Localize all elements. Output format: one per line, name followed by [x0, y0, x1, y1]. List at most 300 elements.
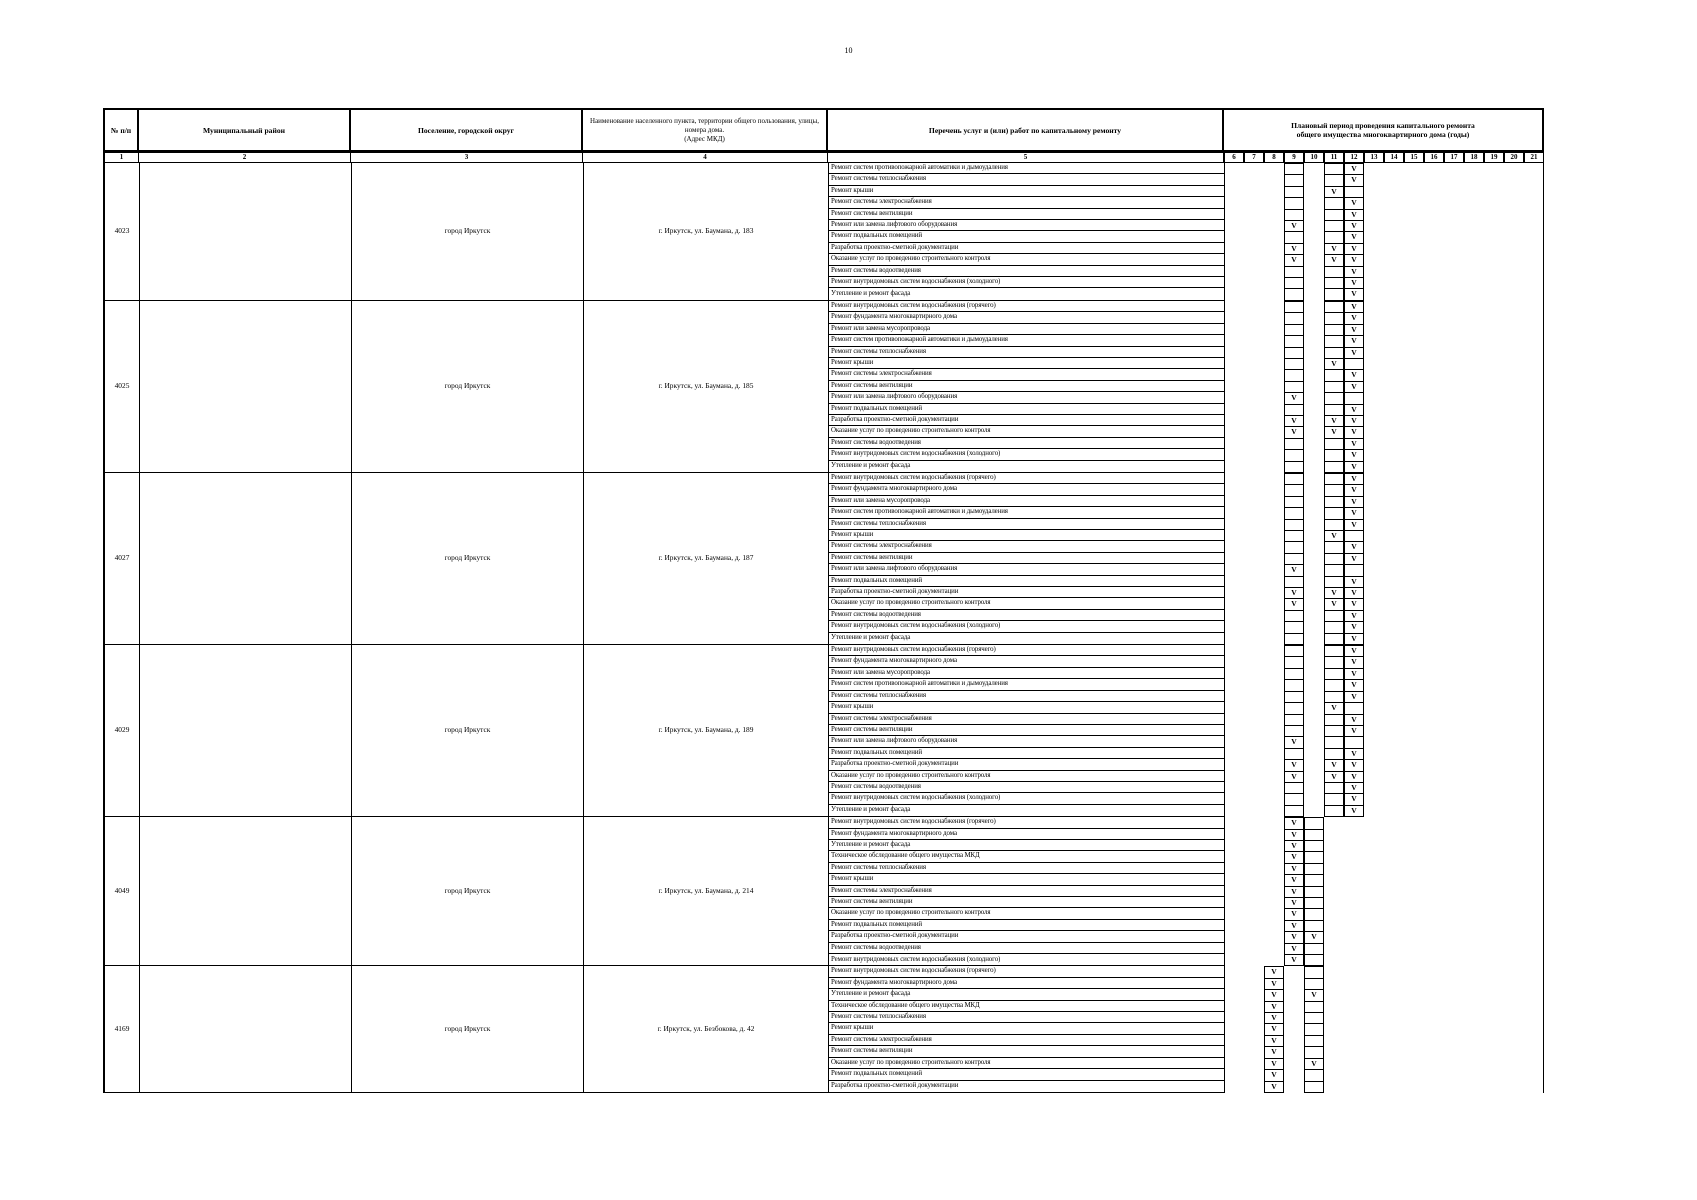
- year-cell-21: [1524, 598, 1544, 609]
- check-mark-12: V: [1344, 209, 1364, 220]
- check-mark-12: V: [1344, 301, 1364, 312]
- year-cell-20: [1504, 496, 1524, 507]
- year-cell-7: [1244, 231, 1264, 242]
- year-cell-8: [1264, 335, 1284, 346]
- year-cell-20: [1504, 1069, 1524, 1080]
- year-cell-18: [1464, 668, 1484, 679]
- year-cell-15: [1404, 347, 1424, 358]
- year-cell-17: [1444, 438, 1464, 449]
- year-cell-15: [1404, 587, 1424, 598]
- year-cell-7: [1244, 645, 1264, 656]
- check-mark-9: V: [1284, 587, 1304, 598]
- year-cell-11: [1324, 679, 1344, 690]
- year-cell-19: [1484, 576, 1504, 587]
- year-cell-18: [1464, 369, 1484, 380]
- year-cell-15: [1404, 679, 1424, 690]
- year-cell-8: [1264, 254, 1284, 265]
- year-cell-16: [1424, 1046, 1444, 1057]
- year-cell-17: [1444, 817, 1464, 828]
- year-cell-18: [1464, 759, 1484, 770]
- year-cell-15: [1404, 908, 1424, 919]
- year-cell-18: [1464, 530, 1484, 541]
- year-cell-8: [1264, 426, 1284, 437]
- year-cell-16: [1424, 335, 1444, 346]
- year-cell-7: [1244, 496, 1264, 507]
- year-cell-16: [1424, 1023, 1444, 1034]
- year-cell-21: [1524, 793, 1544, 804]
- year-cell-17: [1444, 288, 1464, 300]
- year-cell-14: [1384, 197, 1404, 208]
- year-cell-13: [1364, 759, 1384, 770]
- year-cell-7: [1244, 679, 1264, 690]
- year-column-16: 16: [1424, 152, 1444, 163]
- year-cell-18: [1464, 461, 1484, 473]
- year-cell-7: [1244, 1046, 1264, 1057]
- year-cell-7: [1244, 771, 1264, 782]
- year-cell-12: [1344, 840, 1364, 851]
- year-cell-19: [1484, 507, 1504, 518]
- year-cell-10: [1304, 347, 1324, 358]
- year-cell-15: [1404, 736, 1424, 747]
- year-cell-16: [1424, 220, 1444, 231]
- year-cell-15: [1404, 886, 1424, 897]
- year-cell-15: [1404, 954, 1424, 966]
- year-cell-20: [1504, 186, 1524, 197]
- check-mark-12: V: [1344, 576, 1364, 587]
- year-cell-15: [1404, 553, 1424, 564]
- work-item: Ремонт подвальных помещений: [828, 576, 1224, 587]
- year-cell-17: [1444, 793, 1464, 804]
- year-cell-9: [1284, 966, 1304, 977]
- year-cell-21: [1524, 473, 1544, 484]
- year-cell-18: [1464, 449, 1484, 460]
- year-cell-19: [1484, 564, 1504, 575]
- year-cell-18: [1464, 691, 1484, 702]
- year-cell-10: [1304, 610, 1324, 621]
- work-item: Ремонт системы теплоснабжения: [828, 1012, 1224, 1023]
- year-cell-19: [1484, 1081, 1504, 1093]
- check-mark-11: V: [1324, 186, 1344, 197]
- year-cell-11: [1324, 863, 1344, 874]
- check-mark-9: V: [1284, 817, 1304, 828]
- year-cell-9: [1284, 404, 1304, 415]
- year-cell-18: [1464, 473, 1484, 484]
- year-cell-19: [1484, 920, 1504, 931]
- year-cell-15: [1404, 702, 1424, 713]
- year-cell-20: [1504, 851, 1524, 862]
- year-cell-19: [1484, 725, 1504, 736]
- work-item: Ремонт крыши: [828, 1023, 1224, 1034]
- year-cell-20: [1504, 197, 1524, 208]
- year-cell-17: [1444, 633, 1464, 645]
- year-cell-16: [1424, 736, 1444, 747]
- year-cell-17: [1444, 736, 1464, 747]
- year-cell-7: [1244, 507, 1264, 518]
- year-cell-9: [1284, 645, 1304, 656]
- year-cell-19: [1484, 254, 1504, 265]
- year-cell-17: [1444, 415, 1464, 426]
- year-cell-6: [1224, 174, 1244, 185]
- year-cell-12: [1344, 943, 1364, 954]
- year-cell-8: [1264, 621, 1284, 632]
- year-cell-18: [1464, 519, 1484, 530]
- year-cell-20: [1504, 1001, 1524, 1012]
- year-cell-12: [1344, 851, 1364, 862]
- year-cell-21: [1524, 231, 1544, 242]
- year-cell-17: [1444, 886, 1464, 897]
- year-cell-6: [1224, 312, 1244, 323]
- year-cell-11: [1324, 220, 1344, 231]
- work-item: Ремонт фундамента многоквартирного дома: [828, 978, 1224, 989]
- year-cell-20: [1504, 725, 1524, 736]
- year-cell-17: [1444, 978, 1464, 989]
- house-district: [139, 163, 351, 301]
- year-cell-14: [1384, 553, 1404, 564]
- year-cell-7: [1244, 288, 1264, 300]
- year-column-15: 15: [1404, 152, 1424, 163]
- year-cell-14: [1384, 759, 1404, 770]
- year-cell-21: [1524, 1023, 1544, 1034]
- year-cell-19: [1484, 840, 1504, 851]
- year-cell-7: [1244, 1012, 1264, 1023]
- year-cell-6: [1224, 943, 1244, 954]
- year-cell-19: [1484, 874, 1504, 885]
- check-mark-8: V: [1264, 989, 1284, 1000]
- house-settlement: город Иркутск: [351, 817, 583, 966]
- year-cell-19: [1484, 496, 1504, 507]
- colnum-3: 3: [351, 152, 583, 163]
- year-cell-20: [1504, 805, 1524, 817]
- year-cell-9: [1284, 633, 1304, 645]
- year-cell-20: [1504, 473, 1524, 484]
- year-cell-14: [1384, 748, 1404, 759]
- year-cell-14: [1384, 564, 1404, 575]
- year-cell-17: [1444, 771, 1464, 782]
- year-cell-14: [1384, 782, 1404, 793]
- year-cell-19: [1484, 886, 1504, 897]
- year-cell-13: [1364, 519, 1384, 530]
- year-cell-16: [1424, 1069, 1444, 1080]
- year-cell-6: [1224, 656, 1244, 667]
- year-cell-10: [1304, 829, 1324, 840]
- year-cell-14: [1384, 1001, 1404, 1012]
- year-cell-9: [1284, 714, 1304, 725]
- year-cell-11: [1324, 748, 1344, 759]
- year-cell-10: [1304, 645, 1324, 656]
- year-cell-21: [1524, 220, 1544, 231]
- year-cell-16: [1424, 656, 1444, 667]
- year-cell-14: [1384, 266, 1404, 277]
- year-cell-11: [1324, 335, 1344, 346]
- year-cell-20: [1504, 782, 1524, 793]
- year-cell-6: [1224, 1069, 1244, 1080]
- year-cell-21: [1524, 725, 1544, 736]
- year-cell-14: [1384, 829, 1404, 840]
- year-cell-11: [1324, 209, 1344, 220]
- year-cell-10: [1304, 954, 1324, 966]
- year-cell-16: [1424, 530, 1444, 541]
- year-cell-11: [1324, 553, 1344, 564]
- check-mark-12: V: [1344, 369, 1364, 380]
- year-cell-18: [1464, 874, 1484, 885]
- year-cell-6: [1224, 163, 1244, 174]
- year-cell-11: [1324, 621, 1344, 632]
- year-cell-20: [1504, 243, 1524, 254]
- year-cell-19: [1484, 220, 1504, 231]
- year-cell-17: [1444, 1035, 1464, 1046]
- year-cell-17: [1444, 197, 1464, 208]
- work-item: Ремонт крыши: [828, 702, 1224, 713]
- year-cell-15: [1404, 243, 1424, 254]
- year-cell-14: [1384, 381, 1404, 392]
- year-cell-19: [1484, 519, 1504, 530]
- year-cell-10: [1304, 174, 1324, 185]
- year-cell-18: [1464, 840, 1484, 851]
- year-cell-18: [1464, 496, 1484, 507]
- year-cell-17: [1444, 851, 1464, 862]
- work-item: Разработка проектно-сметной документации: [828, 243, 1224, 254]
- year-cell-8: [1264, 404, 1284, 415]
- work-item: Разработка проектно-сметной документации: [828, 931, 1224, 942]
- year-cell-13: [1364, 301, 1384, 312]
- year-cell-9: [1284, 1069, 1304, 1080]
- house-address: г. Иркутск, ул. Баумана, д. 185: [583, 301, 828, 473]
- check-mark-12: V: [1344, 438, 1364, 449]
- year-cell-8: [1264, 598, 1284, 609]
- year-cell-13: [1364, 1001, 1384, 1012]
- year-cell-14: [1384, 163, 1404, 174]
- year-cell-20: [1504, 886, 1524, 897]
- year-cell-14: [1384, 587, 1404, 598]
- year-cell-18: [1464, 587, 1484, 598]
- year-cell-12: [1344, 1035, 1364, 1046]
- year-cell-21: [1524, 851, 1544, 862]
- year-cell-14: [1384, 1058, 1404, 1069]
- year-cell-10: [1304, 771, 1324, 782]
- year-cell-19: [1484, 759, 1504, 770]
- year-cell-15: [1404, 782, 1424, 793]
- year-cell-7: [1244, 759, 1264, 770]
- year-cell-18: [1464, 163, 1484, 174]
- year-cell-16: [1424, 288, 1444, 300]
- year-cell-8: [1264, 748, 1284, 759]
- year-cell-17: [1444, 335, 1464, 346]
- year-cell-15: [1404, 656, 1424, 667]
- year-cell-16: [1424, 507, 1444, 518]
- year-cell-10: [1304, 736, 1324, 747]
- year-cell-15: [1404, 805, 1424, 817]
- year-cell-8: [1264, 782, 1284, 793]
- year-cell-10: [1304, 759, 1324, 770]
- year-cell-16: [1424, 541, 1444, 552]
- year-cell-6: [1224, 771, 1244, 782]
- year-cell-7: [1244, 392, 1264, 403]
- year-cell-19: [1484, 1069, 1504, 1080]
- year-cell-6: [1224, 541, 1244, 552]
- check-mark-9: V: [1284, 851, 1304, 862]
- year-cell-21: [1524, 404, 1544, 415]
- year-cell-10: [1304, 553, 1324, 564]
- year-cell-10: [1304, 725, 1324, 736]
- year-cell-17: [1444, 541, 1464, 552]
- year-cell-21: [1524, 805, 1544, 817]
- year-cell-7: [1244, 541, 1264, 552]
- check-mark-12: V: [1344, 771, 1364, 782]
- year-cell-15: [1404, 163, 1424, 174]
- year-cell-20: [1504, 404, 1524, 415]
- year-cell-9: [1284, 668, 1304, 679]
- year-cell-10: [1304, 978, 1324, 989]
- year-cell-6: [1224, 358, 1244, 369]
- year-cell-21: [1524, 978, 1544, 989]
- year-cell-21: [1524, 301, 1544, 312]
- year-cell-18: [1464, 312, 1484, 323]
- year-cell-14: [1384, 610, 1404, 621]
- year-cell-12: [1344, 1081, 1364, 1093]
- year-column-13: 13: [1364, 152, 1384, 163]
- year-cell-20: [1504, 1046, 1524, 1057]
- year-cell-18: [1464, 277, 1484, 288]
- check-mark-12: V: [1344, 725, 1364, 736]
- year-cell-8: [1264, 381, 1284, 392]
- year-cell-6: [1224, 496, 1244, 507]
- year-cell-17: [1444, 897, 1464, 908]
- year-cell-21: [1524, 874, 1544, 885]
- year-cell-18: [1464, 576, 1484, 587]
- year-cell-19: [1484, 943, 1504, 954]
- check-mark-12: V: [1344, 277, 1364, 288]
- year-cell-21: [1524, 197, 1544, 208]
- year-cell-18: [1464, 725, 1484, 736]
- year-cell-16: [1424, 576, 1444, 587]
- year-cell-18: [1464, 381, 1484, 392]
- year-cell-7: [1244, 358, 1264, 369]
- check-mark-12: V: [1344, 759, 1364, 770]
- year-cell-14: [1384, 324, 1404, 335]
- year-cell-6: [1224, 897, 1244, 908]
- year-cell-8: [1264, 645, 1284, 656]
- year-cell-6: [1224, 564, 1244, 575]
- year-cell-8: [1264, 312, 1284, 323]
- year-cell-21: [1524, 449, 1544, 460]
- year-cell-6: [1224, 288, 1244, 300]
- year-cell-11: [1324, 691, 1344, 702]
- year-cell-10: [1304, 702, 1324, 713]
- year-cell-7: [1244, 782, 1264, 793]
- year-cell-12: [1344, 530, 1364, 541]
- year-cell-18: [1464, 714, 1484, 725]
- check-mark-8: V: [1264, 1058, 1284, 1069]
- work-item: Ремонт системы теплоснабжения: [828, 691, 1224, 702]
- year-cell-13: [1364, 908, 1384, 919]
- year-cell-8: [1264, 874, 1284, 885]
- year-cell-16: [1424, 931, 1444, 942]
- year-cell-13: [1364, 793, 1384, 804]
- year-cell-7: [1244, 404, 1264, 415]
- year-cell-17: [1444, 243, 1464, 254]
- year-cell-18: [1464, 1012, 1484, 1023]
- year-cell-11: [1324, 438, 1344, 449]
- year-cell-19: [1484, 1012, 1504, 1023]
- work-item: Ремонт внутридомовых систем водоснабжения (холодного): [828, 621, 1224, 632]
- year-cell-16: [1424, 186, 1444, 197]
- work-item: Ремонт или замена лифтового оборудования: [828, 564, 1224, 575]
- year-cell-11: [1324, 1035, 1344, 1046]
- year-cell-14: [1384, 541, 1404, 552]
- year-cell-13: [1364, 358, 1384, 369]
- year-cell-16: [1424, 1001, 1444, 1012]
- year-cell-15: [1404, 231, 1424, 242]
- year-cell-17: [1444, 186, 1464, 197]
- year-cell-6: [1224, 782, 1244, 793]
- year-cell-21: [1524, 186, 1544, 197]
- year-cell-9: [1284, 805, 1304, 817]
- year-cell-20: [1504, 358, 1524, 369]
- year-cell-12: [1344, 989, 1364, 1000]
- year-cell-7: [1244, 908, 1264, 919]
- year-cell-8: [1264, 507, 1284, 518]
- year-column-8: 8: [1264, 152, 1284, 163]
- check-mark-11: V: [1324, 759, 1344, 770]
- year-cell-6: [1224, 668, 1244, 679]
- house-settlement: город Иркутск: [351, 301, 583, 473]
- year-cell-17: [1444, 209, 1464, 220]
- check-mark-12: V: [1344, 243, 1364, 254]
- year-cell-6: [1224, 438, 1244, 449]
- year-cell-14: [1384, 989, 1404, 1000]
- year-cell-13: [1364, 805, 1384, 817]
- work-item: Утепление и ремонт фасада: [828, 989, 1224, 1000]
- check-mark-12: V: [1344, 449, 1364, 460]
- check-mark-9: V: [1284, 908, 1304, 919]
- year-cell-13: [1364, 863, 1384, 874]
- work-item: Ремонт или замена мусоропровода: [828, 668, 1224, 679]
- year-cell-6: [1224, 369, 1244, 380]
- year-cell-7: [1244, 714, 1264, 725]
- year-cell-15: [1404, 1012, 1424, 1023]
- year-cell-18: [1464, 989, 1484, 1000]
- year-cell-17: [1444, 392, 1464, 403]
- year-cell-16: [1424, 553, 1444, 564]
- year-cell-6: [1224, 1035, 1244, 1046]
- year-cell-8: [1264, 519, 1284, 530]
- year-cell-17: [1444, 679, 1464, 690]
- year-cell-15: [1404, 461, 1424, 473]
- year-cell-10: [1304, 598, 1324, 609]
- year-cell-8: [1264, 610, 1284, 621]
- year-cell-8: [1264, 829, 1284, 840]
- year-cell-16: [1424, 426, 1444, 437]
- year-cell-18: [1464, 771, 1484, 782]
- year-cell-19: [1484, 908, 1504, 919]
- year-cell-7: [1244, 840, 1264, 851]
- year-cell-19: [1484, 587, 1504, 598]
- year-cell-13: [1364, 392, 1384, 403]
- year-cell-10: [1304, 1069, 1324, 1080]
- year-cell-18: [1464, 404, 1484, 415]
- year-cell-11: [1324, 805, 1344, 817]
- year-cell-11: [1324, 782, 1344, 793]
- year-cell-7: [1244, 335, 1264, 346]
- year-cell-9: [1284, 335, 1304, 346]
- year-cell-18: [1464, 966, 1484, 977]
- year-cell-11: [1324, 369, 1344, 380]
- year-cell-7: [1244, 576, 1264, 587]
- year-cell-17: [1444, 1069, 1464, 1080]
- check-mark-8: V: [1264, 1069, 1284, 1080]
- year-cell-17: [1444, 576, 1464, 587]
- year-cell-9: [1284, 1001, 1304, 1012]
